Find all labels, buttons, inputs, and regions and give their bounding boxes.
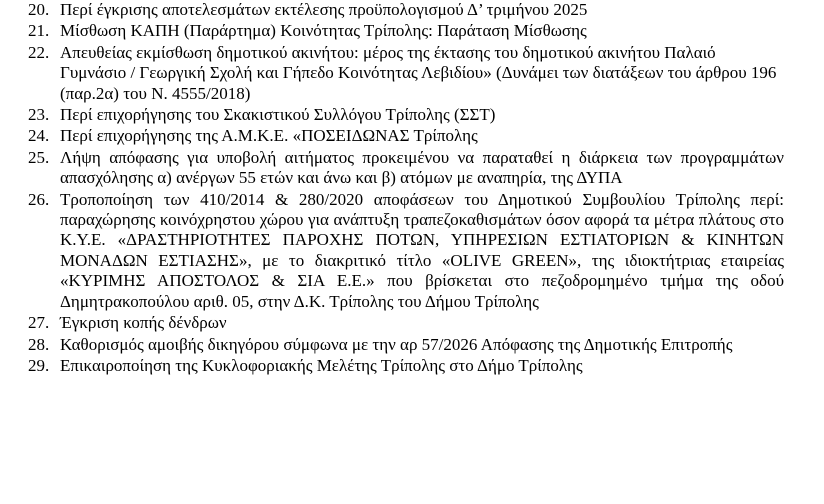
agenda-item-number: 29. bbox=[28, 355, 50, 375]
agenda-item-text: Μίσθωση ΚΑΠΗ (Παράρτημα) Κοινότητας Τρίπολης: Παράταση Μίσθωσης bbox=[60, 21, 587, 41]
agenda-item-text: Λήψη απόφασης για υποβολή αιτήματος προκειμένου να παραταθεί η διάρκεια των προγραμμάτων απασχόλησης α) ανέργων 55 ετών και άνω και β) ατόμων με αναπηρία, της ΔΥΠΑ bbox=[60, 147, 784, 188]
agenda-item-text: Περί επιχορήγησης της Α.Μ.Κ.Ε. «ΠΟΣΕΙΔΩΝΑΣ Τρίπολης bbox=[60, 126, 478, 146]
agenda-item-25 bbox=[0, 148, 824, 189]
agenda-item-number: 24. bbox=[28, 126, 50, 146]
agenda-item-text: Καθορισμός αμοιβής δικηγόρου σύμφωνα με την αρ 57/2026 Απόφασης της Δημοτικής Επιτροπής bbox=[60, 334, 733, 354]
agenda-item-20 bbox=[0, 0, 824, 20]
agenda-item-29 bbox=[0, 356, 824, 376]
agenda-item-number: 25. bbox=[28, 147, 50, 167]
agenda-item-21 bbox=[0, 21, 824, 41]
agenda-item-22 bbox=[0, 43, 824, 104]
agenda-item-text: Απευθείας εκμίσθωση δημοτικού ακινήτου: μέρος της έκτασης του δημοτικού ακινήτου Παλαιό Γυμνάσιο / Γεωργική Σχολή και Γήπεδο Κοινότητας Λεβιδίου» (Δυνάμει των διατάξεων του άρθρου 196 (παρ.2α) του Ν. 4555/2018) bbox=[60, 42, 777, 103]
agenda-item-number: 28. bbox=[28, 334, 50, 354]
agenda-item-text: Τροποποίηση των 410/2014 & 280/2020 αποφάσεων του Δημοτικού Συμβουλίου Τρίπολης περί: παραχώρησης κοινόχρηστου χώρου για ανάπτυξη τραπεζοκαθισμάτων όσον αφορά τα μέτρα πλάτους στο Κ.Υ.Ε. «ΔΡΑΣΤΗΡΙΟΤΗΤΕΣ ΠΑΡΟΧΗΣ ΠΟΤΩΝ, ΥΠΗΡΕΣΙΩΝ ΕΣΤΙΑΤΟΡΙΩΝ & ΚΙΝΗΤΩΝ ΜΟΝΑΔΩΝ ΕΣΤΙΑΣΗΣ», με το διακριτικό τίτλο «OLIVE GREEN», της ιδιοκτήτριας εταιρείας «ΚΥΡΙΜΗΣ ΑΠΟΣΤΟΛΟΣ & ΣΙΑ Ε.Ε.» που βρίσκεται στο πεζοδρομημένο τμήμα της οδού Δημητρακοπούλου αριθ. 05, στην Δ.Κ. Τρίπολης του Δήμου Τρίπολης bbox=[60, 189, 784, 311]
agenda-item-27 bbox=[0, 313, 824, 333]
agenda-item-number: 21. bbox=[28, 21, 50, 41]
agenda-item-text: Έγκριση κοπής δένδρων bbox=[60, 313, 227, 333]
agenda-item-number: 27. bbox=[28, 313, 50, 333]
agenda-item-28 bbox=[0, 335, 824, 355]
agenda-item-26 bbox=[0, 190, 824, 312]
agenda-item-number: 26. bbox=[28, 189, 50, 209]
agenda-item-number: 23. bbox=[28, 105, 50, 125]
agenda-item-24 bbox=[0, 126, 824, 146]
agenda-item-number: 22. bbox=[28, 42, 50, 62]
agenda-item-text: Περί έγκρισης αποτελεσμάτων εκτέλεσης προϋπολογισμού Δ’ τριμήνου 2025 bbox=[60, 0, 588, 19]
agenda-item-text: Περί επιχορήγησης του Σκακιστικού Συλλόγου Τρίπολης (ΣΣΤ) bbox=[60, 105, 496, 125]
agenda-item-23 bbox=[0, 105, 824, 125]
agenda-item-number: 20. bbox=[28, 0, 50, 19]
agenda-item-text: Επικαιροποίηση της Κυκλοφοριακής Μελέτης Τρίπολης στο Δήμο Τρίπολης bbox=[60, 355, 583, 375]
